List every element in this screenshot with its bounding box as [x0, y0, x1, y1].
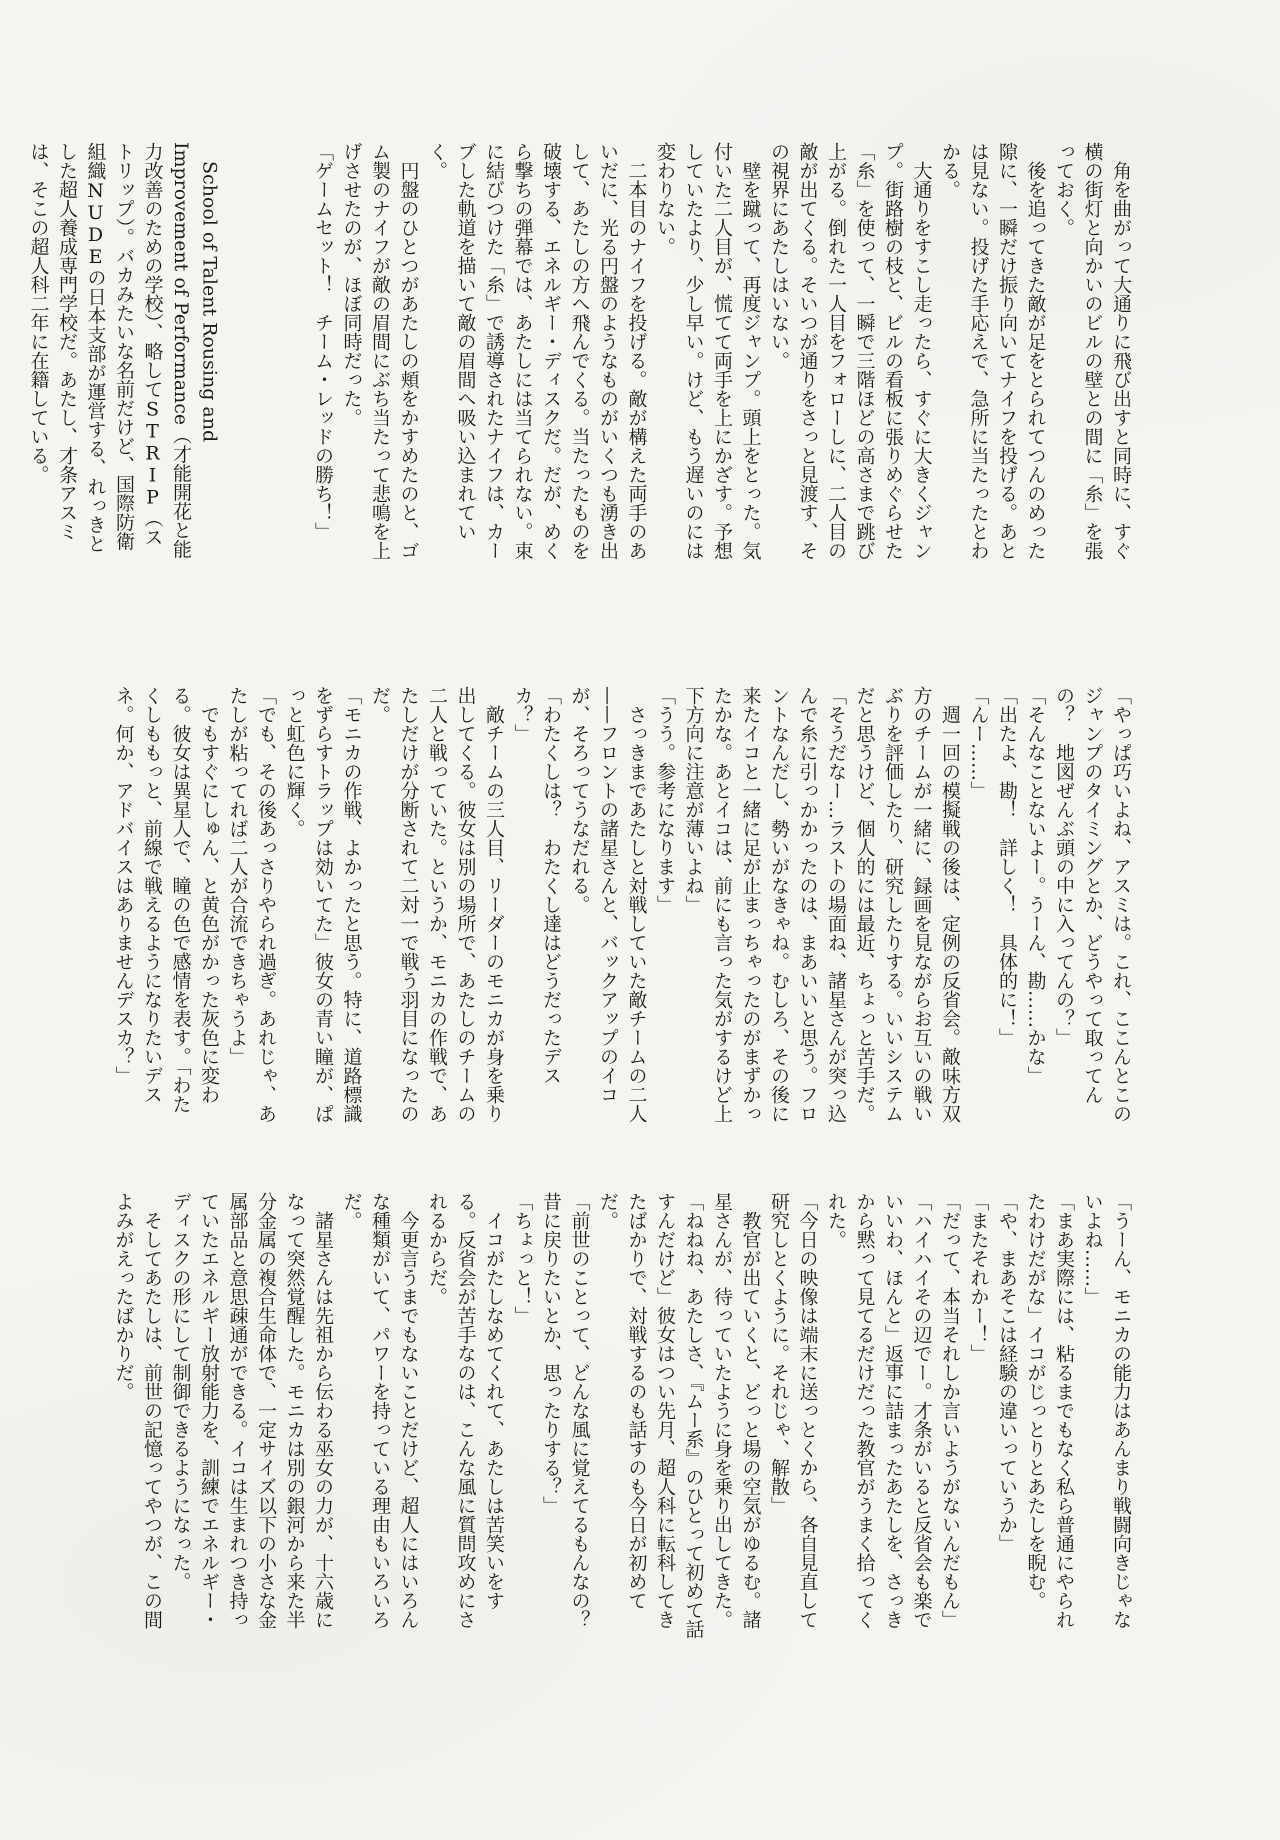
paragraph: 「ゲームセット！ チーム・レッドの勝ち！」: [312, 142, 334, 541]
paragraph: 「わたくしは？ わたくし達はどうだったデスカ？」: [511, 686, 562, 1085]
paragraph: 角を曲がって大通りに飛び出すと同時に、すぐ横の街灯と向かいのビルの壁との間に「糸」を張っておく。: [1053, 142, 1132, 560]
text-band-bottom: [50, 1192, 1135, 1648]
paragraph: 「だって、本当それしか言いようがないんだもん」: [939, 1192, 961, 1629]
paragraph: 「んー……」: [967, 686, 990, 800]
paragraph: 「ハイハイその辺でー。才条がいると反省会も楽でいいわ、ほんと」返事に詰まったあたしを、さっきから黙って見てるだけだった教官がうまく拾ってくれた。: [825, 1192, 933, 1629]
paragraph: 「や、まあそこは経験の違いっていうか」: [996, 1192, 1018, 1553]
paragraph: 円盤のひとつがあたしの頬をかすめたのと、ゴム製のナイフが敵の眉間にぶち当たって悲鳴を上げさせたのが、ほぼ同時だった。: [340, 142, 420, 560]
paragraph: 二本目のナイフを投げる。敵が構えた両手のあいだに、光る円盤のようなものがいくつも湧き出して、あたしの方へ飛んでくる。当たったものを破壊する、エネルギー・ディスクだ。だが、めくら撃ちの弾幕では、あたしには当てられない。束に結びつけた「糸」で誘導されたナイフは、カーブした軌道を描いて敵の眉間へ吸い込まれていく。: [426, 142, 648, 560]
upright-acronym: STRIP: [141, 398, 164, 509]
paragraph: 「出たよ、勘！ 詳しく！ 具体的に！」: [996, 686, 1018, 1047]
paragraph: 教官が出ていくと、どっと場の空気がゆるむ。諸星さんが、待っていたように身を乗り出してきた。: [711, 1192, 762, 1629]
paragraph: 「またそれかー！」: [967, 1192, 990, 1363]
paragraph: 「ねねね、あたしさ、『ムー系』のひとって初めて話すんだけど」彼女はつい先月、超人科に転科してきたばかりで、対戦するのも話すのも今日が初めてだ。: [597, 1192, 705, 1639]
paragraph: そしてあたしは、前世の記憶ってやつが、この間よみがえったばかりだ。: [112, 1192, 163, 1629]
paragraph: 「うう。参考になります」: [654, 686, 676, 914]
paragraph: 今更言うまでもないことだけど、超人にはいろんな種類がいて、パワーを持っている理由もいろいろだ。: [340, 1192, 420, 1629]
paragraph: 後を追ってきた敵が足をとられてつんのめった隙に、一瞬だけ振り向いてナイフを投げる。あとは見ない。投げた手応えで、急所に当たったとわかる。: [939, 142, 1047, 560]
paragraph: 壁を蹴って、再度ジャンプ。頭上をとった。気付いた二人目が、慌てて両手を上にかざす。予想していたより、少し早い。けど、もう遅いのには変わりない。: [654, 142, 762, 560]
paragraph: 「そうだなー…ラストの場面ね、諸星さんが突っ込んで糸に引っかかったのは、まあいいと思う。フロントなんだし、勢いがなきゃね。むしろ、その後に来たイコと一緒に足が止まっちゃったのがまずかったかな。あとイコは、前にも言った気がするけど上下方向に注意が薄いよね」: [682, 686, 847, 1123]
text-band-top: [27, 142, 1135, 564]
paragraph: 「でも、その後あっさりやられ過ぎ。あれじゃ、あたしが粘ってれば二人が合流できちゃうよ」: [226, 686, 277, 1123]
paragraph: 週一回の模擬戦の後は、定例の反省会。敵味方双方のチームが一緒に、録画を見ながらお互いの戦いぶりを評価したり、研究したりする。いいシステムだと思うけど、個人的には最近、ちょっと苦手だ。: [853, 686, 961, 1123]
paragraph: 大通りをすこし走ったら、すぐに大きくジャンプ。街路樹の枝と、ビルの看板に張りめぐらせた「糸」を使って、一瞬で三階ほどの高さまで跳び上がる。倒れた一人目をフォローしに、二人目の敵が出てくる。そいつが通りをさっと見渡す、その視界にあたしはいない。: [768, 142, 933, 560]
paragraph: School of Talent Rousing and Improvement of Performance（才能開花と能力改善のための学校）、略してSTRIP（ストリップ）。バカみたいな名前だけど、国際防衛組織NUDEの日本支部が運営する、れっきとした超人養成専門学校だ。あたし、才条アスミは、そこの超人科二年に在籍している。: [27, 142, 221, 559]
text-band-middle: [50, 686, 1135, 1128]
paragraph: 「ちょっと！」: [511, 1192, 534, 1325]
paragraph: 諸星さんは先祖から伝わる巫女の力が、十六歳になって突然覚醒した。モニカは別の銀河から来た半分金属の複合生命体で、一定サイズ以下の小さな金属部品と意思疎通ができる。イコは生まれつき持っていたエネルギー放射能力を、訓練でエネルギー・ディスクの形にして制御できるようになった。: [169, 1192, 334, 1629]
paragraph: 「うーん、モニカの能力はあんまり戦闘向きじゃないよね……」: [1081, 1192, 1132, 1629]
upright-acronym: NUDE: [84, 180, 107, 268]
paragraph: さっきまであたしと対戦していた敵チームの二人——フロントの諸星さんと、バックアップのイコが、そろってうなだれる。: [568, 686, 648, 1123]
paragraph: イコがたしなめてくれて、あたしは苦笑いをする。反省会が苦手なのは、こんな風に質問攻めにされるからだ。: [426, 1192, 505, 1629]
paragraph: 「今日の映像は端末に送っとくから、各自見直して研究しとくように。それじゃ、解散」: [768, 1192, 819, 1629]
paragraph: 敵チームの三人目、リーダーのモニカが身を乗り出してくる。彼女は別の場所で、あたしのチームの二人と戦っていた。というか、モニカの作戦で、あたしだけが分断されて二対一で戦う羽目になったのだ。: [369, 686, 505, 1123]
paragraph: 「そんなことないよー。うーん、勘……かな」: [1024, 686, 1047, 1085]
paragraph: でもすぐにしゅん、と黄色がかった灰色に変わる。彼女は異星人で、瞳の色で感情を表す。「わたくしももっと、前線で戦えるようになりたいデスネ。何か、アドバイスはありませんデスカ？」: [112, 686, 220, 1114]
paragraph: 「前世のことって、どんな風に覚えてるもんなの？ 昔に戻りたいとか、思ったりする？」: [540, 1192, 591, 1648]
paragraph: 「まあ実際には、粘るまでもなく私ら普通にやられたわけだがな」イコがじっとりとあたしを睨む。: [1024, 1192, 1075, 1629]
paragraph: 「やっぱ巧いよね、アスミは。これ、ここんとこのジャンプのタイミングとか、どうやって取ってんの？ 地図ぜんぶ頭の中に入ってんの？」: [1053, 686, 1132, 1123]
paragraph: 「モニカの作戦、よかったと思う。特に、道路標識をずらすトラップは効いてた」彼女の青い瞳が、ぱっと虹色に輝く。: [283, 686, 363, 1123]
